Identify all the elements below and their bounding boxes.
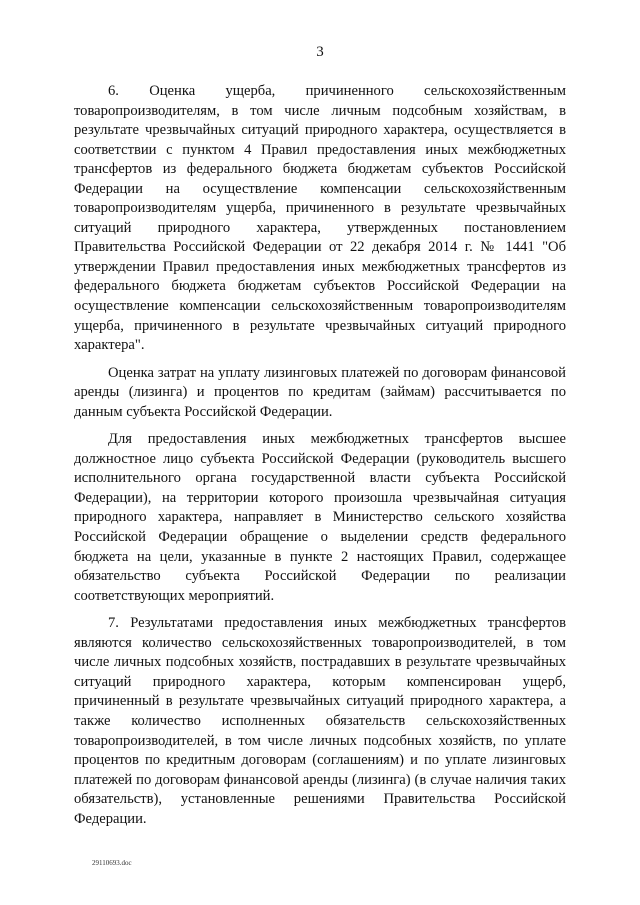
file-name-footer: 29110693.doc [92,859,132,867]
paragraph-transfer-request: Для предоставления иных межбюджетных трансфертов высшее должностное лицо субъекта Российской Федерации (руководитель высшего исполнительного органа государственной власти субъекта Российской Федерации), на территории которого произошла чрезвычайная ситуация природного характера, направляет в Министерство сельского хозяйства Российской Федерации обращение о выделении средств федерального бюджета на цели, указанные в пункте 2 настоящих Правил, содержащее обязательство субъекта Российской Федерации по реализации соответствующих мероприятий. [74,431,566,604]
paragraph-leasing-costs-assessment: Оценка затрат на уплату лизинговых платежей по договорам финансовой аренды (лизинга) и процентов по кредитам (займам) рассчитывается по данным субъекта Российской Федерации. [74,364,566,420]
page-number: 3 [316,44,324,60]
paragraph-item-7-results: 7. Результатами предоставления иных межбюджетных трансфертов являются количество сельскохозяйственных товаропроизводителей, в том числе личных подсобных хозяйств, пострадавших в результате чрезвычайных ситуаций природного характера, которым компенсирован ущерб, причиненный в результате чрезвычайных ситуаций природного характера, а также количество исполненных обязательств сельскохозяйственных товаропроизводителей, в том числе личных подсобных хозяйств, по уплате процентов по кредитным договорам (соглашениям) и по уплате лизинговых платежей по договорам финансовой аренды (лизинга) (в случае наличия таких обязательств), установленные решениями Правительства Российской Федерации. [74,615,566,827]
document-body [74,82,566,837]
paragraph-item-6-damage-assessment: 6. Оценка ущерба, причиненного сельскохозяйственным товаропроизводителям, в том числе личным подсобным хозяйствам, в результате чрезвычайных ситуаций природного характера, осуществляется в соответствии с пунктом 4 Правил предоставления иных межбюджетных трансфертов из федерального бюджета бюджетам субъектов Российской Федерации на осуществление компенсации сельскохозяйственным товаропроизводителям ущерба, причиненного в результате чрезвычайных ситуаций природного характера, утвержденных постановлением Правительства Российской Федерации от 22 декабря 2014 г. № 1441 "Об утверждении Правил предоставления иных межбюджетных трансфертов из федерального бюджета бюджетам субъектов Российской Федерации на осуществление компенсации сельскохозяйственным товаропроизводителям ущерба, причиненного в результате чрезвычайных ситуаций природного характера". [74,83,566,354]
